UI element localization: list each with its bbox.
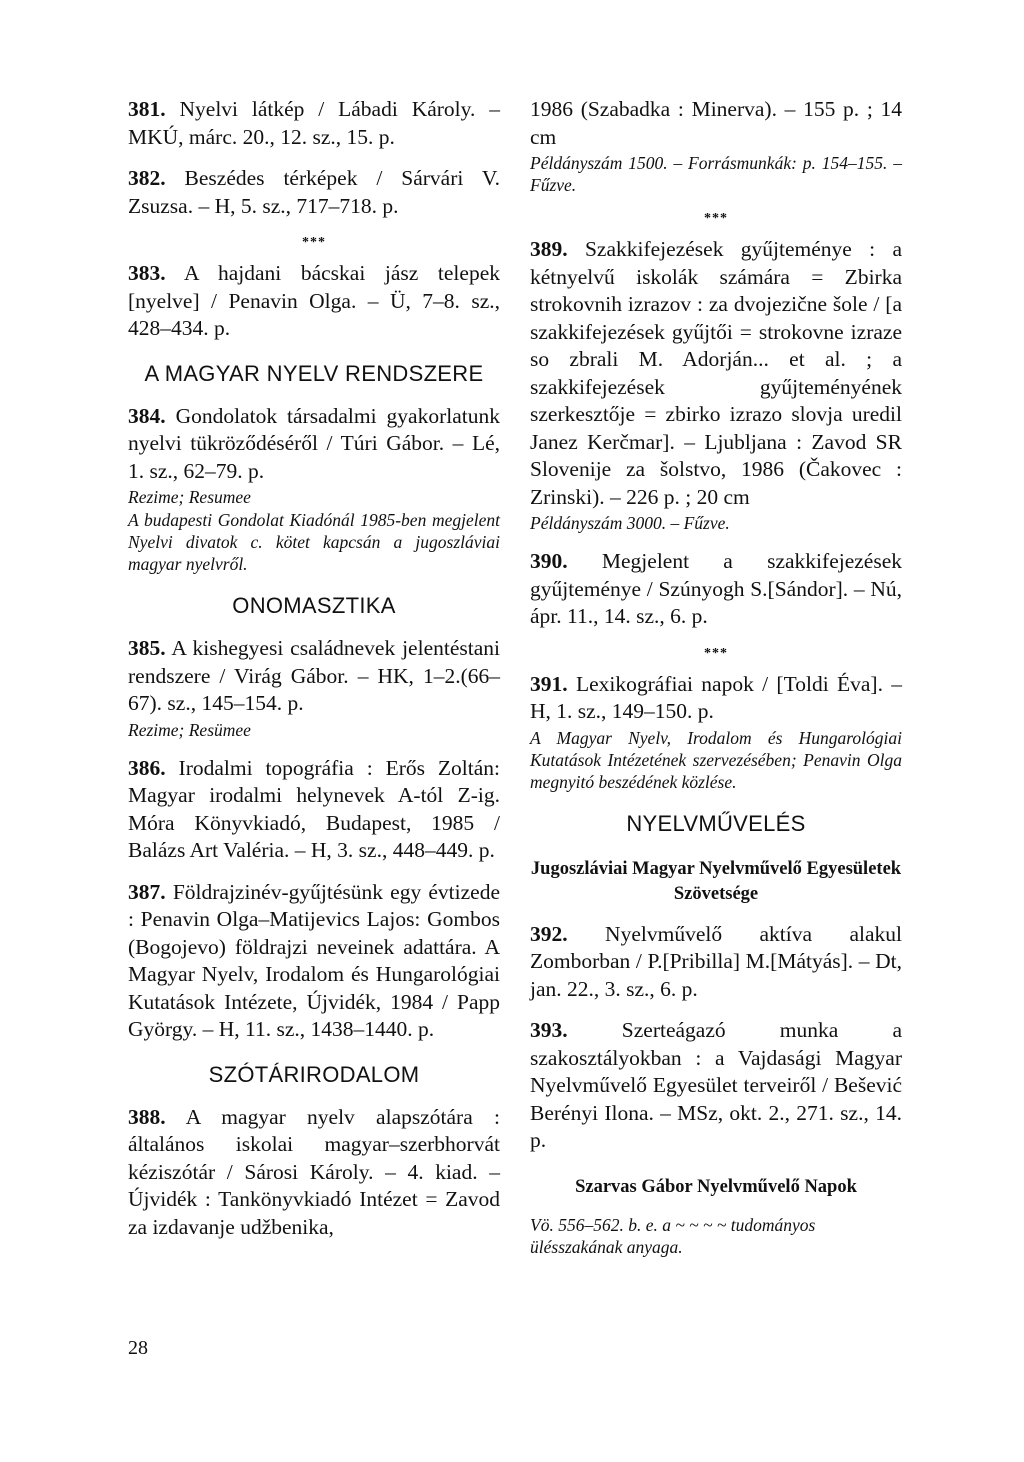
entry-text: A hajdani bácskai jász telepek [nyelve] / Penavin Olga. – Ü, 7–8. sz., 428–434. p. <box>128 261 500 340</box>
bibliography-entry <box>530 671 902 793</box>
bibliography-entry <box>530 548 902 631</box>
asterisk-separator: *** <box>302 235 326 250</box>
entry-text: Irodalmi topográfia : Erős Zoltán: Magyar irodalmi helynevek A-tól Z-ig. Móra Könyvkiadó, Budapest, 1985 / Balázs Art Valéria. – H, 3. sz., 448–449. p. <box>128 755 500 862</box>
right-column <box>530 96 902 1258</box>
entry-text: Nyelvi látkép / Lábadi Károly. – MKÚ, márc. 20., 12. sz., 15. p. <box>128 97 500 149</box>
entry-number: 392. <box>530 921 568 946</box>
entry-number: 381. <box>128 97 166 121</box>
entry-number: 391. <box>530 671 568 696</box>
entry-note: Rezime; Resumee <box>128 487 251 507</box>
entry-text: Szerteágazó munka a szakosztályokban : a Vajdasági Magyar Nyelvművelő Egyesület terveiről / Bešević Berényi Ilona. – MSz, okt. 2., 271. sz., 14. p. <box>530 1018 902 1152</box>
entry-number: 389. <box>530 237 568 261</box>
entry-number: 384. <box>128 403 166 428</box>
section-heading: SZÓTÁRIRODALOM <box>208 1061 420 1087</box>
entry-text: A magyar nyelv alapszótára : általános iskolai magyar–szerbhorvát kéziszótár / Sárosi Károly. – 4. kiad. – Újvidék : Tankönyvkiadó Intézet = Zavod za izdavanje udžbenika, <box>128 1104 500 1239</box>
entry-text: Gondolatok társadalmi gyakorlatunk nyelvi tükröződéséről / Túri Gábor. – Lé, 1. sz., 62–79. p. <box>128 403 500 483</box>
asterisk-separator: *** <box>704 645 728 661</box>
entry-number: 386. <box>128 755 166 780</box>
entry-number: 393. <box>530 1018 568 1042</box>
bibliography-entry <box>128 1104 500 1242</box>
reference-note: Vö. 556–562. b. e. a ~ ~ ~ ~ tudományos ülésszakának anyaga. <box>530 1214 816 1257</box>
section-heading: NYELVMŰVELÉS <box>626 810 806 836</box>
entry-text: Szakkifejezések gyűjteménye : a kétnyelvű iskolák számára = Zbirka strokovnih izrazov : za dvojezične šole / [a szakkifejezések gyűjtői = strokovne izraze so zbrali M. Adorján... et al. ; a szakkifejezések gyűjteményének szerkesztője = zbirko izrazo slovja uredil Janez Kerčmar]. – Ljubljana : Zavod SR Slovenije za šolstvo, 1986 (Čakovec : Zrinski). – 226 p. ; 20 cm <box>530 237 903 509</box>
bibliography-entry <box>128 403 500 576</box>
entry-note: A budapesti Gondolat Kiadónál 1985-ben megjelent Nyelvi divatok c. kötet kapcsán a jugoszláviai magyar nyelvről. <box>128 510 500 574</box>
bibliography-entry <box>128 260 500 343</box>
entry-text: Földrajzinév-gyűjtésünk egy évtizede : Penavin Olga–Matijevics Lajos: Gombos (Bogojevo) földrajzi neveinek adattára. A Magyar Nyelv, Irodalom és Hungarológiai Kutatások Intézete, Újvidék, 1984 / Papp György. – H, 11. sz., 1438–1440. p. <box>128 879 501 1041</box>
bibliography-entry <box>530 96 902 196</box>
bibliography-entry <box>530 236 902 534</box>
section-heading: ONOMASZTIKA <box>232 593 396 618</box>
subsection-heading: Szarvas Gábor Nyelvművelő Napok <box>575 1176 857 1197</box>
entry-text: 1986 (Szabadka : Minerva). – 155 p. ; 14 cm <box>530 97 902 149</box>
entry-note: A Magyar Nyelv, Irodalom és Hungarológiai Kutatások Intézetének szervezésében; Penavin Olga megnyitó beszédének közlése. <box>530 727 902 792</box>
entry-number: 382. <box>128 166 166 190</box>
entry-text: A kishegyesi családnevek jelentéstani rendszere / Virág Gábor. – HK, 1–2.(66–67). sz., 145–154. p. <box>128 636 500 715</box>
bibliography-entry <box>128 879 500 1044</box>
bibliography-entry <box>530 921 902 1004</box>
entry-note: Rezime; Resümee <box>128 719 251 740</box>
entry-text: Megjelent a szakkifejezések gyűjteménye / Szúnyogh S.[Sándor]. – Nú, ápr. 11., 14. sz., 6. p. <box>530 549 902 628</box>
bibliography-entry <box>530 1017 902 1155</box>
left-column <box>128 96 500 1241</box>
bibliography-entry <box>128 165 500 220</box>
bibliography-entry <box>128 635 500 741</box>
page-number: 28 <box>128 1337 148 1359</box>
entry-number: 385. <box>128 636 166 660</box>
entry-text: Nyelvművelő aktíva alakul Zomborban / P.[Pribilla] M.[Mátyás]. – Dt, jan. 22., 3. sz., 6. p. <box>530 921 902 1001</box>
bibliography-entry <box>128 755 500 865</box>
bibliography-entry <box>128 96 500 151</box>
entry-number: 390. <box>530 549 568 573</box>
entry-number: 387. <box>128 879 166 904</box>
entry-note: Példányszám 3000. – Fűzve. <box>530 513 730 533</box>
subsection-heading: Jugoszláviai Magyar Nyelvművelő Egyesületek Szövetsége <box>530 858 902 904</box>
section-heading: A MAGYAR NYELV RENDSZERE <box>144 360 484 386</box>
asterisk-separator: *** <box>704 211 728 226</box>
entry-text: Lexikográfiai napok / [Toldi Éva]. – H, 1. sz., 149–150. p. <box>530 671 903 723</box>
entry-note: Példányszám 1500. – Forrásmunkák: p. 154–155. – Fűzve. <box>530 153 902 195</box>
entry-number: 388. <box>128 1104 166 1129</box>
entry-number: 383. <box>128 261 166 285</box>
entry-text: Beszédes térképek / Sárvári V. Zsuzsa. – H, 5. sz., 717–718. p. <box>128 166 501 218</box>
